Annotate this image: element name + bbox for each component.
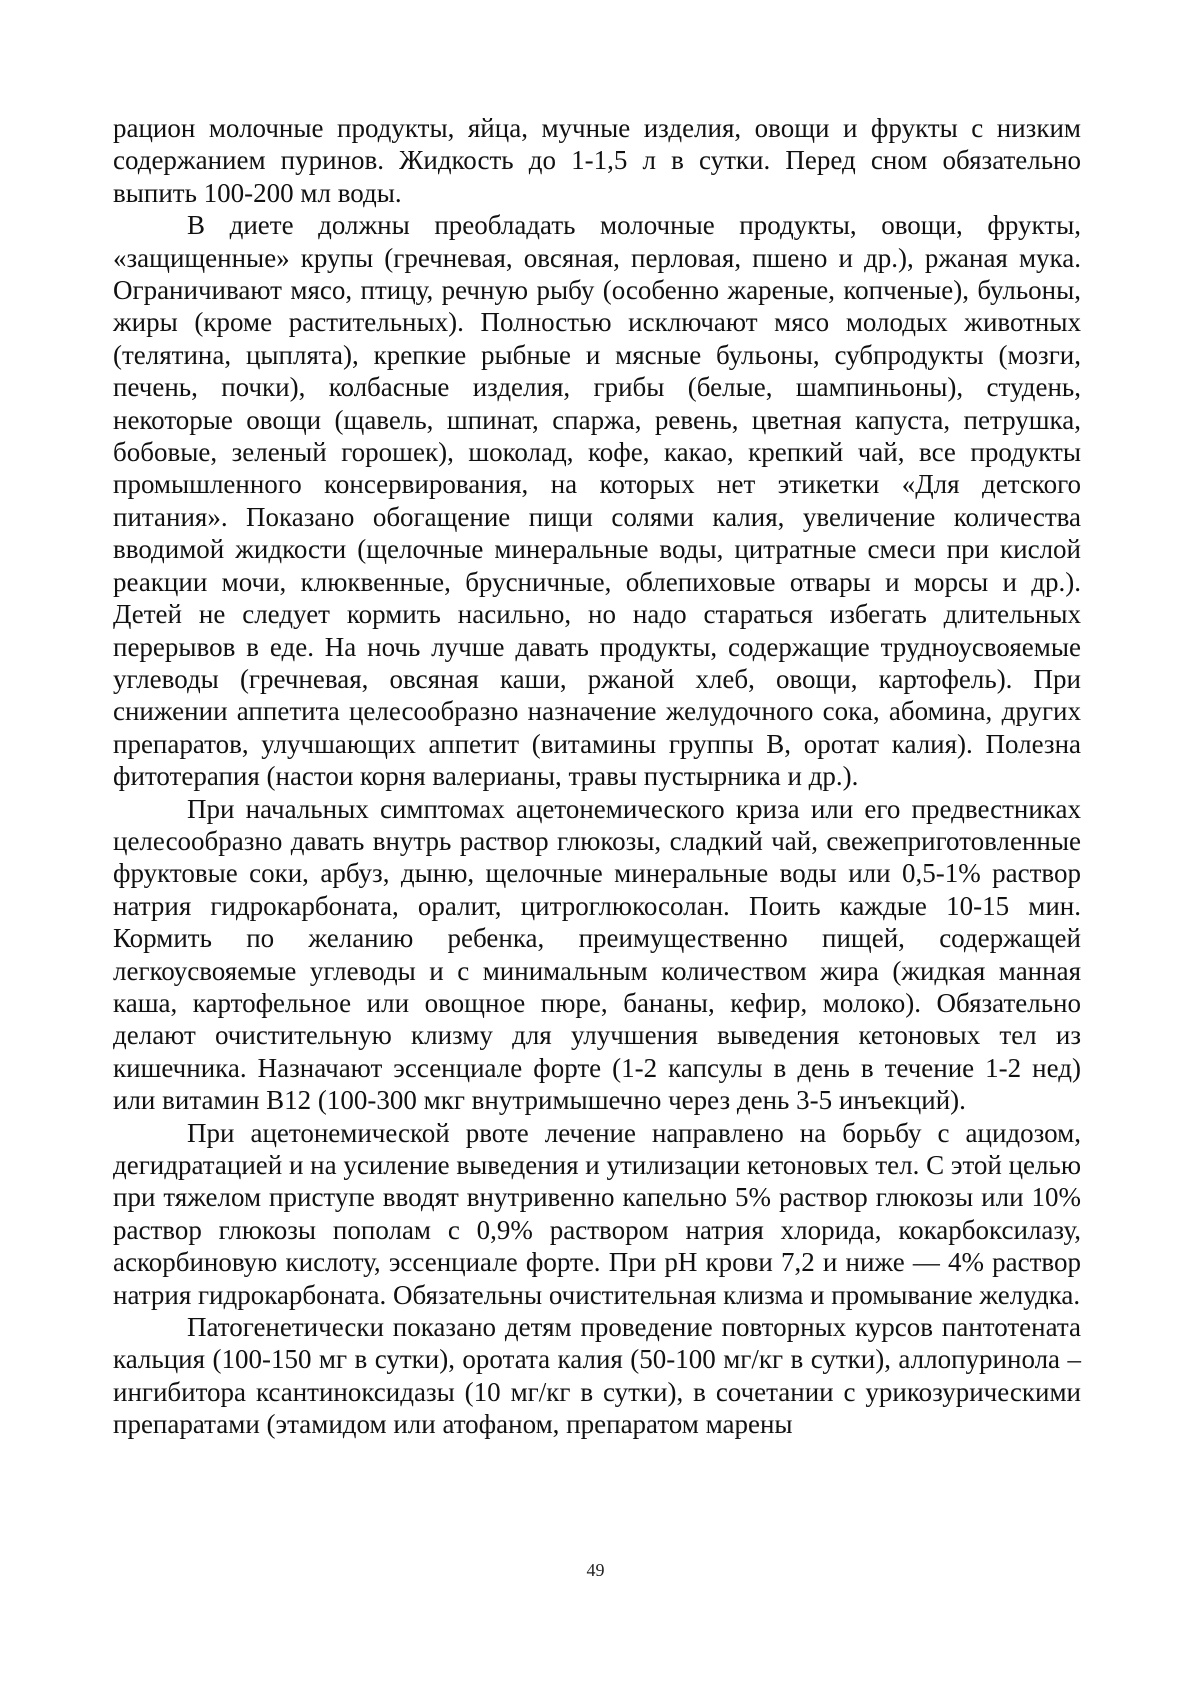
paragraph-pathogenetic: Патогенетически показано детям проведение повторных курсов пантотената кальция (100-150 мг в сутки), оротата калия (50-100 мг/кг в сутки), аллопуринола – ингибитора ксантиноксидазы (10 мг/кг в сутки), в сочетании с урикозурическими препаратами (этамидом или атофаном, препаратом марены (113, 1312, 1081, 1440)
paragraph-diet: В диете должны преобладать молочные продукты, овощи, фрукты, «защищенные» крупы (гречневая, овсяная, перловая, пшено и др.), ржаная мука. Ограничивают мясо, птицу, речную рыбу (особенно жареные, копченые), бульоны, жиры (кроме растительных). Полностью исключают мясо молодых животных (телятина, цыплята), крепкие рыбные и мясные бульоны, субпродукты (мозги, печень, почки), колбасные изделия, грибы (белые, шампиньоны), студень, некоторые овощи (щавель, шпинат, спаржа, ревень, цветная капуста, петрушка, бобовые, зеленый горошек), шоколад, кофе, какао, крепкий чай, все продукты промышленного консервирования, на которых нет этикетки «Для детского питания». Показано обогащение пищи солями калия, увеличение количества вводимой жидкости (щелочные минеральные воды, цитратные смеси при кислой реакции мочи, клюквенные, брусничные, облепиховые отвары и морсы и др.). Детей не следует кормить насильно, но надо стараться избегать длительных перерывов в еде. На ночь лучше давать продукты, содержащие трудноусвояемые углеводы (гречневая, овсяная каши, ржаной хлеб, овощи, картофель). При снижении аппетита целесообразно назначение желудочного сока, абомина, других препаратов, улучшающих аппетит (витамины группы В, оротат калия). Полезна фитотерапия (настои корня валерианы, травы пустырника и др.). (113, 210, 1081, 792)
page-body (113, 112, 1081, 1441)
paragraph-acetonemic-vomiting: При ацетонемической рвоте лечение направлено на борьбу с ацидозом, дегидратацией и на усиление выведения и утилизации кетоновых тел. С этой целью при тяжелом приступе вводят внутривенно капельно 5% раствор глюкозы или 10% раствор глюкозы пополам с 0,9% раствором натрия хлорида, кокарбоксилазу, аскорбиновую кислоту, эссенциале форте. При рН крови 7,2 и ниже — 4% раствор натрия гидрокарбоната. Обязательны очистительная клизма и промывание желудка. (113, 1117, 1081, 1310)
page-number: 49 (586, 1560, 605, 1580)
paragraph-initial-symptoms: При начальных симптомах ацетонемического криза или его предвестниках целесообразно давать внутрь раствор глюкозы, сладкий чай, свежеприготовленные фруктовые соки, арбуз, дыню, щелочные минеральные воды или 0,5-1% раствор натрия гидрокарбоната, оралит, цитроглюкосолан. Поить каждые 10-15 мин. Кормить по желанию ребенка, преимущественно пищей, содержащей легкоусвояемые углеводы и с минимальным количеством жира (жидкая манная каша, картофельное или овощное пюре, бананы, кефир, молоко). Обязательно делают очистительную клизму для улучшения выведения кетоновых тел из кишечника. Назначают эссенциале форте (1-2 капсулы в день в течение 1-2 нед) или витамин В12 (100-300 мкг внутримышечно через день 3-5 инъекций). (113, 793, 1081, 1116)
paragraph-continuation: рацион молочные продукты, яйца, мучные изделия, овощи и фрукты с низким содержанием пуринов. Жидкость до 1-1,5 л в сутки. Перед сном обязательно выпить 100-200 мл воды. (113, 113, 1081, 208)
